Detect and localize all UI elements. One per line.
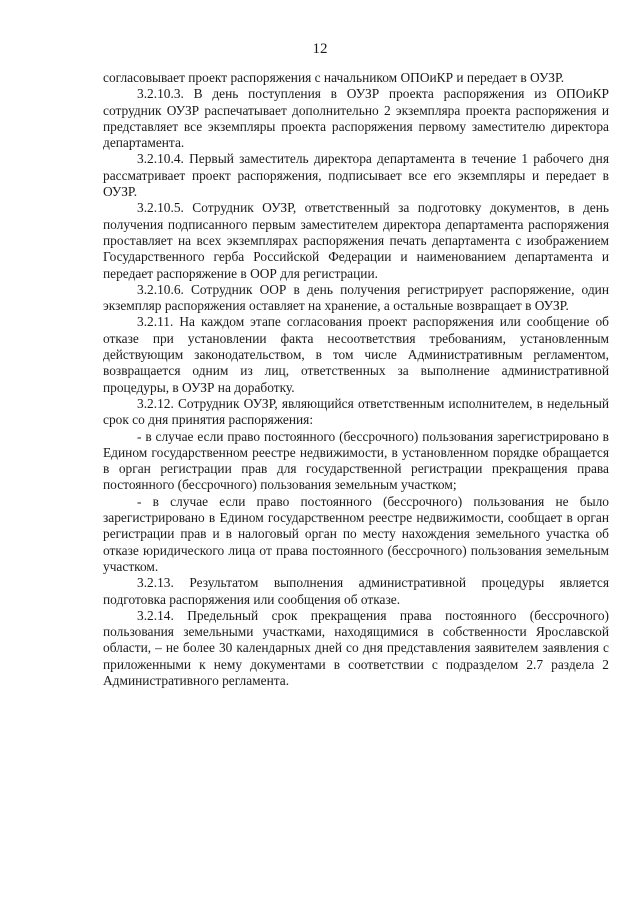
page-number: 12	[312, 41, 328, 57]
paragraph-3-2-13: 3.2.13. Результатом выполнения административной процедуры является подготовка распоряжения или сообщения об отказе.	[103, 575, 609, 607]
list-item-registered: - в случае если право постоянного (бессрочного) пользования зарегистрировано в Едином государственном реестре недвижимости, в установленном порядке обращается в орган регистрации прав для государственной регистрации прекращения права постоянного (бессрочного) пользования земельным участком;	[103, 428, 609, 493]
list-item-not-registered: - в случае если право постоянного (бессрочного) пользования не было зарегистрировано в Едином государственном реестре недвижимости, сообщает в орган регистрации прав и в налоговый орган по месту нахождения земельного участка об отказе юридического лица от права постоянного (бессрочного) пользования земельным участком.	[103, 493, 609, 574]
paragraph-3-2-12: 3.2.12. Сотрудник ОУЗР, являющийся ответственным исполнителем, в недельный срок со дня принятия распоряжения:	[103, 395, 609, 428]
paragraph-3-2-14: 3.2.14. Предельный срок прекращения права постоянного (бессрочного) пользования земельными участками, находящимися в собственности Ярославской области, – не более 30 календарных дней со дня представления заявителем заявления с приложенными к нему документами в соответствии с подразделом 2.7 раздела 2 Административного регламента.	[103, 607, 609, 688]
paragraph-3-2-10-3: 3.2.10.3. В день поступления в ОУЗР проекта распоряжения из ОПОиКР сотрудник ОУЗР распечатывает дополнительно 2 экземпляра проекта распоряжения и представляет все экземпляры проекта распоряжения первому заместителю директора департамента.	[103, 86, 609, 151]
paragraph-3-2-10-5: 3.2.10.5. Сотрудник ОУЗР, ответственный за подготовку документов, в день получения подписанного первым заместителем директора департамента распоряжения проставляет на всех экземплярах распоряжения печать департамента с изображением Государственного герба Российской Федерации и наименованием департамента и передает распоряжение в ООР для регистрации.	[103, 200, 609, 281]
document-body	[103, 70, 609, 689]
paragraph-continuation: согласовывает проект распоряжения с начальником ОПОиКР и передает в ОУЗР.	[103, 70, 565, 85]
paragraph-3-2-10-4: 3.2.10.4. Первый заместитель директора департамента в течение 1 рабочего дня рассматривает проект распоряжения, подписывает все его экземпляры и передает в ОУЗР.	[103, 151, 609, 200]
paragraph-3-2-10-6: 3.2.10.6. Сотрудник ООР в день получения регистрирует распоряжение, один экземпляр распоряжения оставляет на хранение, а остальные возвращает в ОУЗР.	[103, 281, 609, 314]
paragraph-3-2-11: 3.2.11. На каждом этапе согласования проект распоряжения или сообщение об отказе при установлении факта несоответствия требованиям, установленным действующим законодательством, в том числе Административным регламентом, возвращается одним из лиц, ответственных за выполнение административной процедуры, в ОУЗР на доработку.	[103, 314, 609, 395]
